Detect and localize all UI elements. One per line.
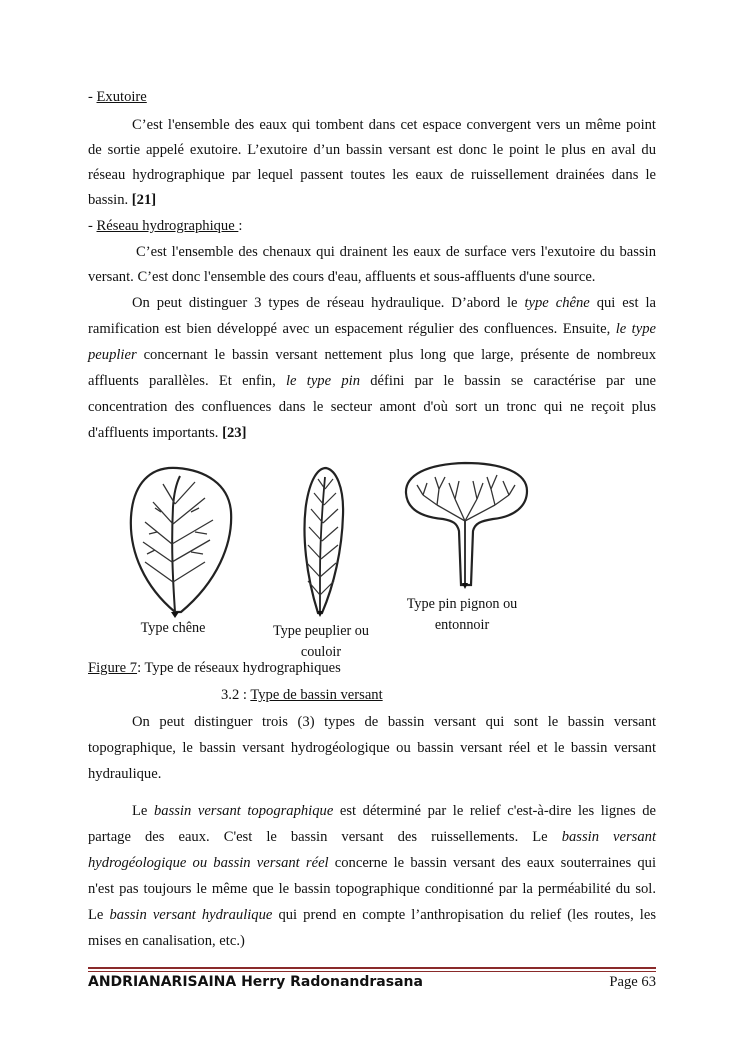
paragraph-line — [88, 425, 656, 442]
heading-prefix: - — [88, 218, 97, 234]
heading-text: Exutoire — [96, 89, 147, 105]
paragraph-line — [88, 295, 656, 312]
caption-pine — [395, 594, 529, 636]
text: On peut distinguer 3 types de réseau hydraulique. D’abord le — [132, 295, 525, 311]
paragraph-line: hydraulique. — [88, 766, 162, 782]
italic-term: peuplier — [88, 347, 137, 363]
text: défini par le bassin se caractérise par une — [360, 373, 656, 389]
heading-reseau — [88, 218, 656, 235]
paragraph-line: C’est l'ensemble des chenaux qui drainent les eaux de surface vers l'exutoire du bassin — [136, 244, 656, 260]
caption-line: entonnoir — [434, 617, 490, 633]
paragraph-line — [88, 855, 656, 872]
footer-rule — [88, 971, 656, 972]
reference: [23] — [222, 425, 247, 441]
paragraph-line — [88, 907, 656, 924]
heading-prefix: - — [88, 89, 97, 105]
heading-colon: : — [238, 218, 243, 234]
paragraph-line: On peut distinguer trois (3) types de bassin versant qui sont le bassin versant — [132, 714, 656, 730]
section-number: 3.2 : — [221, 687, 251, 703]
text: affluents parallèles. Et enfin, — [88, 373, 286, 389]
italic-term: bassin versant topographique — [153, 803, 334, 819]
paragraph-line: concentration des confluences dans le secteur amont d'où sort un tronc qui ne reçoit plus — [88, 399, 656, 415]
pine-basin-diagram — [403, 459, 531, 591]
paragraph-line: C’est l'ensemble des eaux qui tombent dans cet espace convergent vers un même point — [132, 117, 656, 133]
text: ramification est bien développé avec un espacement régulier des confluences. Ensuite, — [88, 321, 616, 337]
paragraph-line — [88, 373, 656, 390]
reference: [21] — [131, 192, 157, 208]
text: qui prend en compte l’anthropisation du relief (les routes, les — [272, 907, 656, 923]
text: Le — [88, 907, 110, 923]
paragraph-line: versant. C’est donc l'ensemble des cours d'eau, affluents et sous-affluents d'une source. — [88, 269, 596, 285]
heading-exutoire — [88, 89, 656, 106]
italic-term: bassin versant — [561, 829, 657, 845]
paragraph-line: de sortie appelé exutoire. L’exutoire d’un bassin versant est donc le point le plus en aval du — [88, 142, 656, 158]
figure-label: Figure 7 — [88, 660, 138, 676]
heading-types — [221, 687, 383, 704]
footer-rule — [88, 967, 656, 969]
italic-term: bassin versant hydraulique — [109, 907, 273, 923]
footer-author: ANDRIANARISAINA Herry Radonandrasana — [88, 974, 423, 990]
italic-term: type chêne — [524, 295, 590, 311]
paragraph-line — [88, 347, 656, 364]
italic-term: le type pin — [285, 373, 360, 389]
italic-term: hydrogéologique ou bassin versant réel — [88, 855, 329, 871]
caption-line: Type peuplier ou — [273, 623, 369, 639]
poplar-basin-diagram — [300, 465, 348, 617]
heading-text: Réseau hydrographique — [96, 218, 239, 234]
paragraph-line: topographique, le bassin versant hydrogéologique ou bassin versant réel et le bassin versant — [88, 740, 656, 756]
caption-line: couloir — [300, 644, 342, 660]
paragraph-line: mises en canalisation, etc.) — [88, 933, 245, 949]
caption-line: Type pin pignon ou — [406, 596, 518, 612]
footer-page-number: Page 63 — [609, 974, 656, 990]
text: partage des eaux. C'est le bassin versant des ruissellements. Le — [88, 829, 562, 845]
text: d'affluents importants. — [88, 425, 219, 441]
text: bassin. — [88, 192, 129, 208]
paragraph-line: réseau hydrographique par lequel passent toutes les eaux de ruissellement drainées dans le — [88, 167, 656, 183]
paragraph-line — [88, 192, 656, 209]
caption-oak: Type chêne — [140, 620, 206, 636]
paragraph-line — [88, 803, 656, 820]
caption-poplar — [262, 621, 380, 663]
figure-caption — [88, 660, 656, 677]
text: est déterminé par le relief c'est-à-dire les lignes de — [333, 803, 656, 819]
paragraph-line: n'est pas toujours le même que le bassin topographique conditionné par la perméabilité du sol. — [88, 881, 656, 897]
heading-text: Type de bassin versant — [250, 687, 383, 703]
figure-title: : Type de réseaux hydrographiques — [137, 660, 341, 676]
italic-term: le type — [615, 321, 656, 337]
text: concerne le bassin versant des eaux souterraines qui — [328, 855, 656, 871]
text: concernant le bassin versant nettement plus long que large, présente de nombreux — [136, 347, 656, 363]
text: qui est la — [589, 295, 656, 311]
oak-basin-diagram — [125, 462, 235, 618]
paragraph-line — [88, 321, 656, 338]
text: Le — [132, 803, 154, 819]
paragraph-line — [88, 829, 656, 846]
